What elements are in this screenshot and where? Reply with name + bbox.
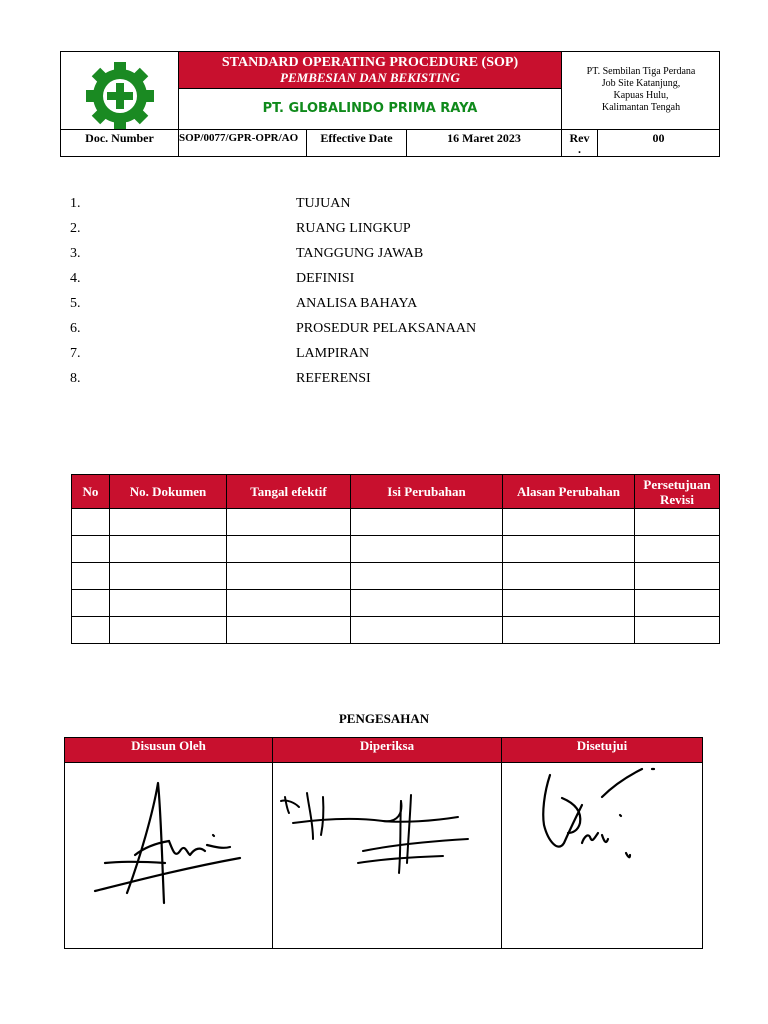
toc-number: 3. bbox=[70, 246, 81, 261]
signature-approved bbox=[502, 763, 702, 948]
toc-label: TUJUAN bbox=[296, 196, 351, 211]
table-row bbox=[72, 617, 720, 644]
table-cell bbox=[503, 536, 635, 563]
approval-title: PENGESAHAN bbox=[338, 711, 430, 726]
rev-value: 00 bbox=[652, 131, 665, 145]
company-logo-icon bbox=[61, 52, 179, 129]
table-row bbox=[72, 590, 720, 617]
table-cell bbox=[351, 617, 503, 644]
effective-date-label: Effective Date bbox=[307, 130, 407, 157]
col-header-no: No bbox=[72, 475, 110, 509]
table-cell bbox=[110, 617, 227, 644]
table-cell bbox=[635, 590, 720, 617]
approval-table bbox=[64, 737, 703, 949]
table-cell bbox=[110, 563, 227, 590]
table-cell bbox=[635, 536, 720, 563]
table-cell bbox=[227, 509, 351, 536]
toc-number: 5. bbox=[70, 296, 81, 311]
revision-header-row bbox=[72, 475, 720, 509]
table-cell bbox=[227, 617, 351, 644]
table-cell bbox=[351, 536, 503, 563]
table-cell bbox=[351, 509, 503, 536]
logo-cell bbox=[61, 52, 179, 129]
doc-number-label: Doc. Number bbox=[61, 130, 179, 157]
table-row bbox=[72, 536, 720, 563]
signature-cell-prepared bbox=[65, 763, 273, 949]
col-header-approval: Persetujuan Revisi bbox=[635, 475, 720, 509]
toc-number: 1. bbox=[70, 196, 81, 211]
toc-item bbox=[70, 296, 570, 316]
toc-item bbox=[70, 371, 570, 391]
toc-item bbox=[70, 346, 570, 366]
table-cell bbox=[351, 590, 503, 617]
sop-subtitle: PEMBESIAN DAN BEKISTING bbox=[280, 70, 460, 85]
approval-header-approved: Disetujui bbox=[502, 738, 703, 763]
site-line: Kalimantan Tengah bbox=[601, 102, 681, 113]
table-cell bbox=[72, 617, 110, 644]
signature-row bbox=[65, 763, 703, 949]
rev-label bbox=[562, 130, 598, 157]
table-cell bbox=[503, 563, 635, 590]
toc-item bbox=[70, 321, 570, 341]
toc-item bbox=[70, 196, 570, 216]
site-line: Job Site Katanjung, bbox=[601, 78, 681, 89]
toc-item bbox=[70, 246, 570, 266]
doc-number-value: SOP/0077/GPR-OPR/AO bbox=[179, 130, 307, 157]
table-row bbox=[72, 563, 720, 590]
table-cell bbox=[503, 617, 635, 644]
signature-prepared bbox=[65, 763, 272, 948]
table-cell bbox=[72, 509, 110, 536]
col-header-doc-number: No. Dokumen bbox=[110, 475, 227, 509]
toc-number: 2. bbox=[70, 221, 81, 236]
table-cell bbox=[503, 590, 635, 617]
toc-item bbox=[70, 271, 570, 291]
toc-label: DEFINISI bbox=[296, 271, 355, 286]
toc-number: 6. bbox=[70, 321, 81, 336]
table-cell bbox=[110, 536, 227, 563]
table-cell bbox=[503, 509, 635, 536]
table-cell bbox=[72, 536, 110, 563]
table-row bbox=[72, 509, 720, 536]
title-cell bbox=[179, 52, 562, 129]
table-cell bbox=[72, 590, 110, 617]
company-name: PT. GLOBALINDO PRIMA RAYA bbox=[262, 101, 478, 116]
toc-label: TANGGUNG JAWAB bbox=[296, 246, 424, 261]
sop-title: STANDARD OPERATING PROCEDURE (SOP) bbox=[221, 55, 519, 70]
approval-header-prepared: Disusun Oleh bbox=[65, 738, 273, 763]
approval-header-checked: Diperiksa bbox=[273, 738, 502, 763]
table-cell bbox=[635, 563, 720, 590]
table-cell bbox=[72, 563, 110, 590]
signature-cell-checked bbox=[273, 763, 502, 949]
table-cell bbox=[110, 590, 227, 617]
table-cell bbox=[227, 590, 351, 617]
col-header-changes: Isi Perubahan bbox=[351, 475, 503, 509]
doc-meta-row bbox=[61, 129, 719, 156]
toc-label: RUANG LINGKUP bbox=[296, 221, 411, 236]
approval-header-row bbox=[65, 738, 703, 763]
table-cell bbox=[635, 509, 720, 536]
toc-label: REFERENSI bbox=[296, 371, 371, 386]
table-cell bbox=[227, 563, 351, 590]
site-line: Kapuas Hulu, bbox=[613, 90, 669, 101]
col-header-reason: Alasan Perubahan bbox=[503, 475, 635, 509]
toc-item bbox=[70, 221, 570, 241]
signature-cell-approved bbox=[502, 763, 703, 949]
toc-number: 8. bbox=[70, 371, 81, 386]
revision-table bbox=[71, 474, 720, 644]
toc-number: 7. bbox=[70, 346, 81, 361]
document-header bbox=[60, 51, 720, 157]
table-cell bbox=[635, 617, 720, 644]
table-cell bbox=[227, 536, 351, 563]
signature-checked bbox=[273, 763, 501, 948]
rev-label-dot: . bbox=[578, 142, 581, 156]
toc-label: PROSEDUR PELAKSANAAN bbox=[296, 321, 477, 336]
toc-number: 4. bbox=[70, 271, 81, 286]
toc-label: LAMPIRAN bbox=[296, 346, 370, 361]
site-info bbox=[562, 52, 720, 129]
toc-label: ANALISA BAHAYA bbox=[296, 296, 418, 311]
table-cell bbox=[110, 509, 227, 536]
col-header-effective-date: Tangal efektif bbox=[227, 475, 351, 509]
site-line: PT. Sembilan Tiga Perdana bbox=[586, 66, 696, 77]
effective-date-value: 16 Maret 2023 bbox=[407, 130, 562, 157]
sop-title-banner bbox=[179, 52, 561, 89]
rev-label-text: Rev bbox=[569, 131, 590, 145]
table-cell bbox=[351, 563, 503, 590]
